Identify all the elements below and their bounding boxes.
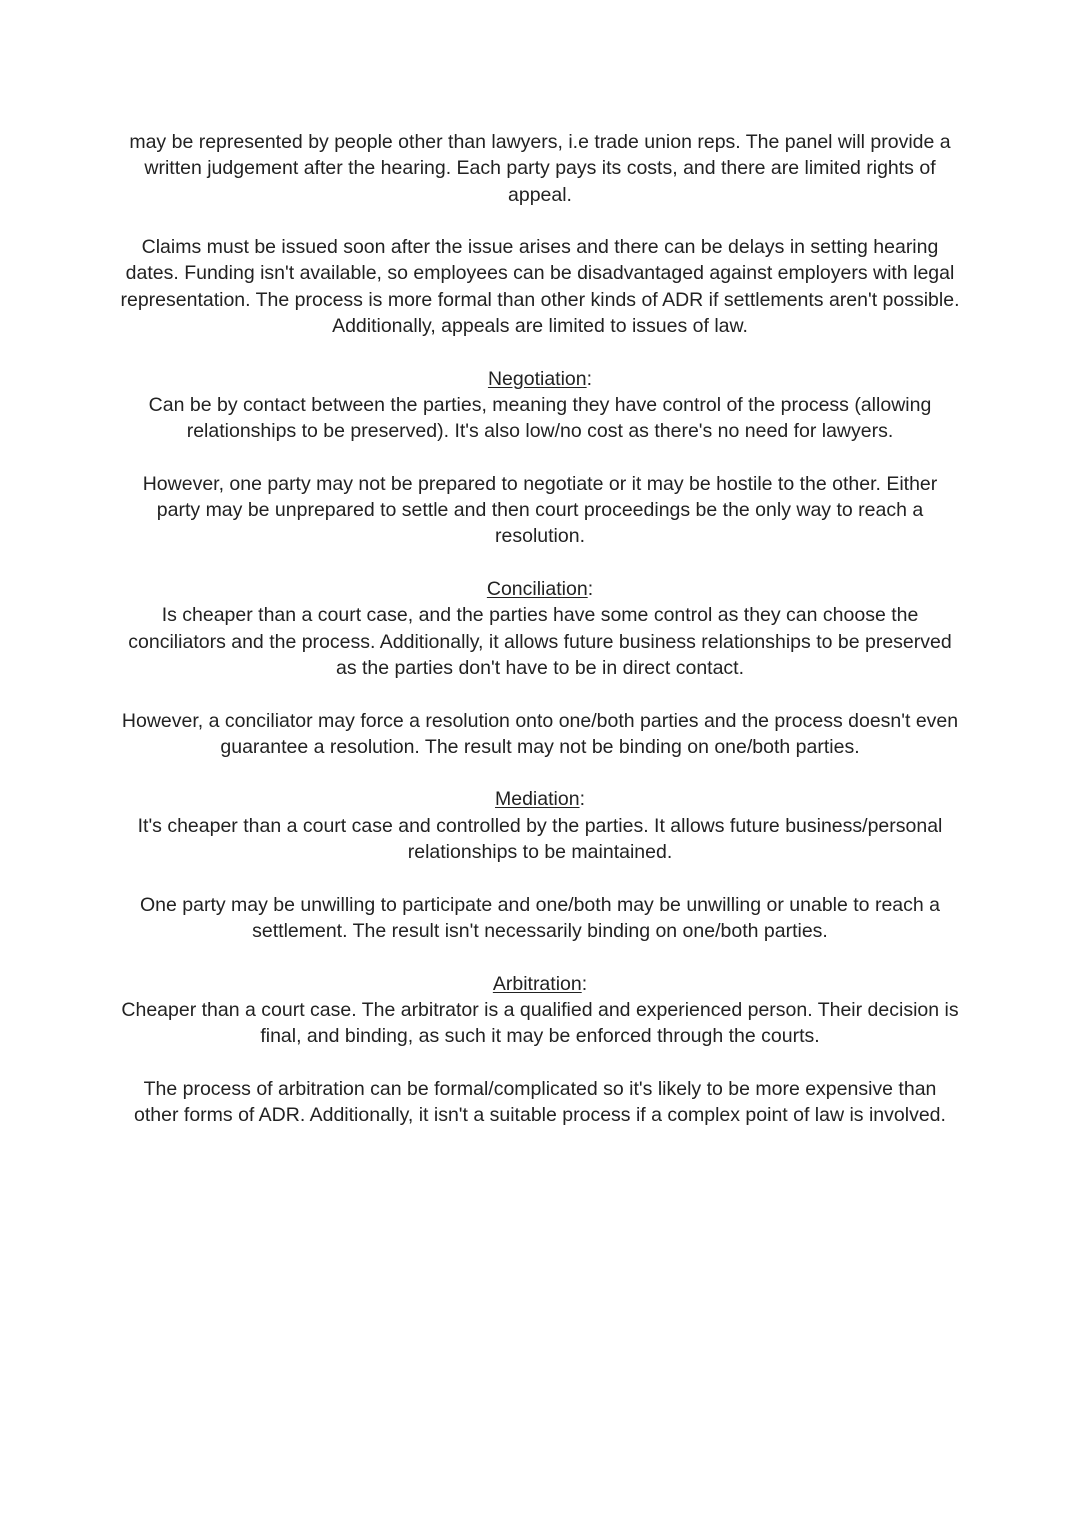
intro-paragraph-2: Claims must be issued soon after the issue arises and there can be delays in setting hearing dates. Funding isn't available, so employees can be disadvantaged against employers with legal representation. The process is more formal than other kinds of ADR if settlements aren't possible. Additionally, appeals are limited to issues of law. <box>120 236 960 338</box>
section-heading <box>120 366 960 392</box>
section-heading <box>120 576 960 602</box>
section-advantages: Is cheaper than a court case, and the parties have some control as they can choose the conciliators and the process. Additionally, it allows future business relationships to be preserved as the parties don't have to be in direct contact. <box>128 604 952 679</box>
section-disadvantages: The process of arbitration can be formal/complicated so it's likely to be more expensive than other forms of ADR. Additionally, it isn't a suitable process if a complex point of law is involved. <box>134 1077 946 1126</box>
section-heading-text: Negotiation <box>487 367 587 390</box>
section-heading-text: Arbitration <box>492 972 582 995</box>
section-advantages: Cheaper than a court case. The arbitrator is a qualified and experienced person. Their decision is final, and binding, as such it may be enforced through the courts. <box>121 998 959 1048</box>
section-heading <box>120 786 960 812</box>
heading-colon: : <box>587 578 594 601</box>
section-heading-text: Mediation <box>495 788 580 811</box>
section-mediation <box>120 786 960 944</box>
section-conciliation <box>120 576 960 760</box>
intro-paragraph-1: may be represented by people other than lawyers, i.e trade union reps. The panel will provide a written judgement after the hearing. Each party pays its costs, and there are limited rights of appeal. <box>129 131 951 206</box>
section-negotiation <box>120 366 960 550</box>
section-heading <box>120 971 960 997</box>
section-disadvantages: However, a conciliator may force a resolution onto one/both parties and the process doesn't even guarantee a resolution. The result may not be binding on one/both parties. <box>121 709 959 758</box>
document-content <box>120 129 960 1155</box>
heading-colon: : <box>579 788 585 811</box>
section-disadvantages: However, one party may not be prepared to negotiate or it may be hostile to the other. Either party may be unprepared to settle and then court proceedings be the only way to reach a resolution. <box>142 472 938 548</box>
heading-colon: : <box>581 972 588 995</box>
section-advantages: Can be by contact between the parties, meaning they have control of the process (allowing relationships to be preserved). It's also low/no cost as there's no need for lawyers. <box>148 393 932 443</box>
heading-colon: : <box>586 367 593 390</box>
section-advantages: It's cheaper than a court case and controlled by the parties. It allows future business/personal relationships to be maintained. <box>137 814 943 864</box>
section-arbitration <box>120 971 960 1129</box>
section-disadvantages: One party may be unwilling to participate and one/both may be unwilling or unable to reach a settlement. The result isn't necessarily binding on one/both parties. <box>140 893 940 942</box>
section-heading-text: Conciliation <box>486 578 588 601</box>
